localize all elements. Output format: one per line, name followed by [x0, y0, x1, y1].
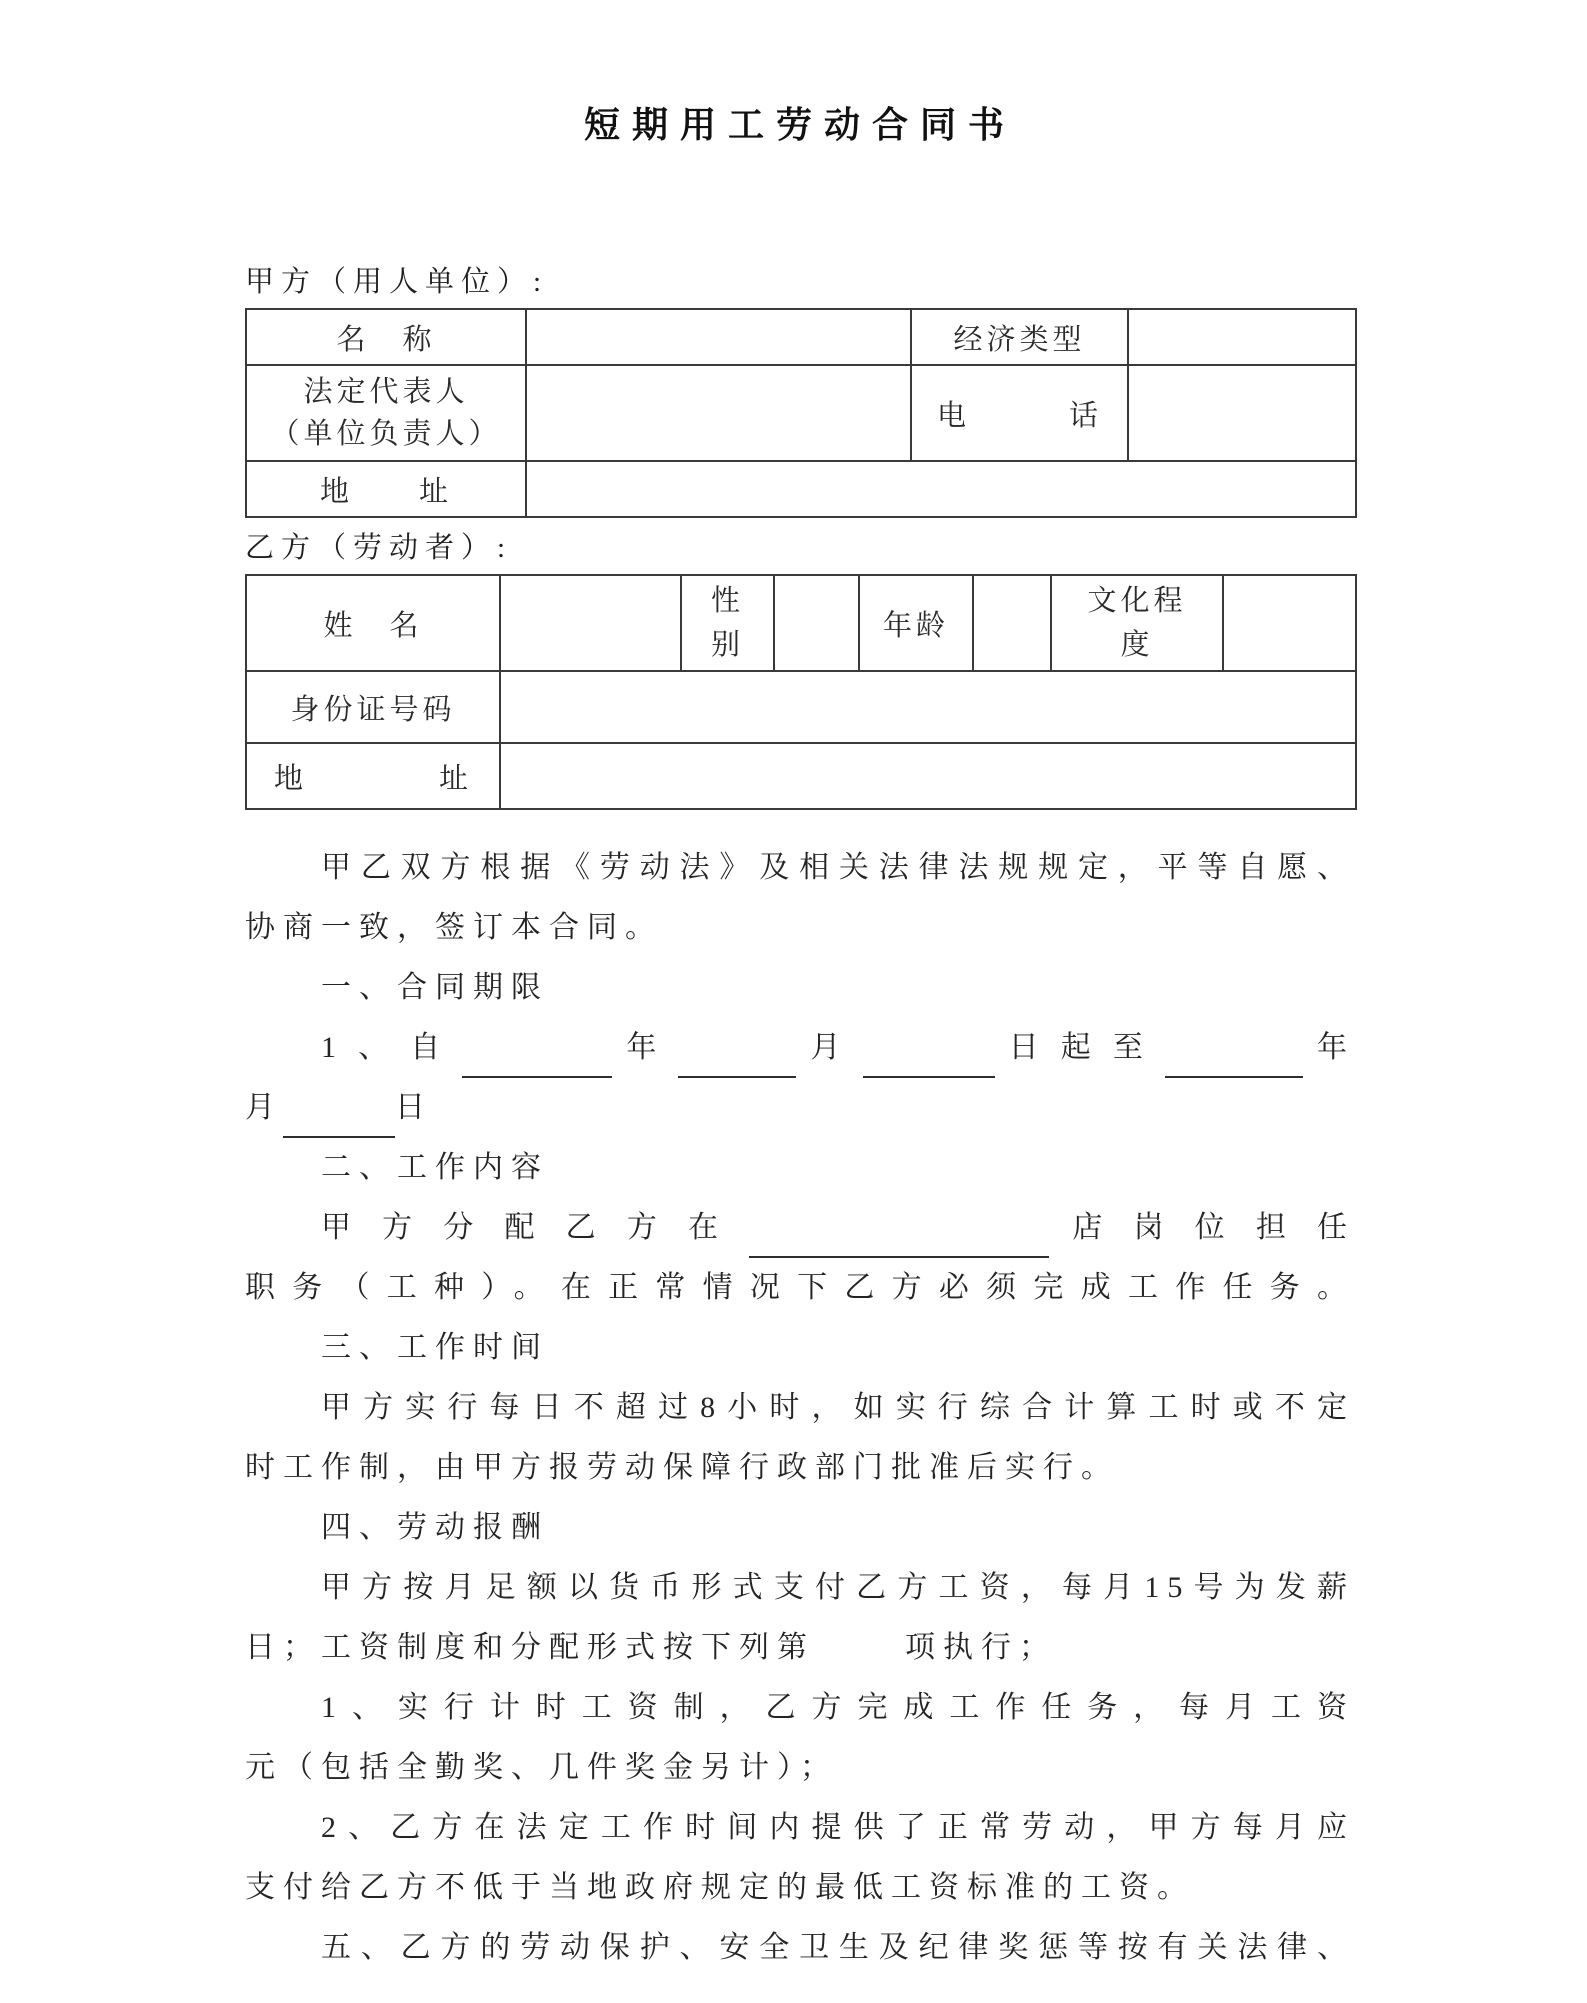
fill-in-blank[interactable] [283, 1106, 395, 1138]
fill-in-blank[interactable] [749, 1226, 1049, 1258]
body-line-text: 日起至 [994, 1031, 1165, 1064]
party-b-education-label: 文化程度 [1087, 585, 1187, 661]
party-a-address-value-cell[interactable] [526, 461, 1356, 517]
body-line [245, 1378, 1355, 1438]
party-a-phone-label: 电 话 [936, 399, 1102, 432]
party-b-education-value-cell[interactable] [1223, 575, 1356, 671]
body-line [245, 898, 1355, 958]
inline-gap [815, 1627, 905, 1657]
party-a-economic-type-label-cell [911, 309, 1128, 365]
body-line [245, 958, 1355, 1018]
body-line [245, 1078, 1355, 1138]
party-b-name-value-cell[interactable] [500, 575, 681, 671]
body-line [245, 1138, 1355, 1198]
party-a-legal-rep-label-cell [246, 365, 526, 461]
party-b-label: 乙方（劳动者）: [245, 532, 513, 564]
body-line-text: 甲方按月足额以货币形式支付乙方工资，每月15号为发薪 [321, 1571, 1355, 1604]
party-b-id-label-cell [246, 671, 500, 743]
body-line [245, 1438, 1355, 1498]
party-a-name-label: 名 称 [336, 323, 436, 356]
party-a-name-label-cell [246, 309, 526, 365]
party-b-gender-label: 性别 [710, 585, 744, 661]
fill-in-blank[interactable] [1165, 1046, 1303, 1078]
party-b-education-label-cell [1051, 575, 1223, 671]
body-line-text: 五、乙方的劳动保护、安全卫生及纪律奖惩等按有关法律、 [321, 1931, 1355, 1964]
party-b-gender-value-cell[interactable] [774, 575, 859, 671]
body-line [245, 1858, 1355, 1918]
party-b-id-label: 身份证号码 [290, 693, 456, 726]
body-line [245, 1498, 1355, 1558]
party-b-address-label: 地 址 [273, 762, 472, 795]
body-line [245, 1558, 1355, 1618]
body-line-text: 年 [1302, 1031, 1356, 1064]
body-line [245, 1738, 1355, 1798]
body-line [245, 838, 1355, 898]
body-line-text: 店岗位担任 [1049, 1211, 1356, 1244]
party-b-address-label-cell [246, 743, 500, 809]
body-line-text: 支付给乙方不低于当地政府规定的最低工资标准的工资。 [245, 1871, 1195, 1904]
party-b-gender-label-cell [681, 575, 774, 671]
body-line-text: 二、工作内容 [321, 1151, 549, 1184]
party-b-age-value-cell[interactable] [973, 575, 1051, 671]
party-a-legal-rep-value-cell[interactable] [526, 365, 911, 461]
body-line-text: 职务（工种）。在正常情况下乙方必须完成工作任务。 [245, 1271, 1355, 1304]
party-b-id-value-cell[interactable] [500, 671, 1356, 743]
party-b-table [245, 574, 1357, 810]
party-a-address-label: 地 址 [319, 475, 452, 508]
body-line-text: 项执行； [905, 1631, 1057, 1664]
body-line-text: 月 [245, 1091, 283, 1124]
party-a-economic-type-value-cell[interactable] [1128, 309, 1356, 365]
body-line-text: 甲方实行每日不超过8小时，如实行综合计算工时或不定 [321, 1391, 1355, 1424]
body-line-text: 甲乙双方根据《劳动法》及相关法律法规规定，平等自愿、 [321, 851, 1355, 884]
body-line-text: 四、劳动报酬 [321, 1511, 549, 1544]
body-line [245, 1258, 1355, 1318]
party-a-economic-type-label: 经济类型 [953, 323, 1086, 356]
body-line [245, 1678, 1355, 1738]
spacer [245, 518, 1355, 528]
contract-body [245, 838, 1355, 1978]
fill-in-blank[interactable] [462, 1046, 612, 1078]
body-line [245, 1318, 1355, 1378]
body-line-text: 三、工作时间 [321, 1331, 549, 1364]
party-b-name-label: 姓 名 [323, 609, 423, 642]
party-a-legal-rep-label-line2: （单位负责人） [270, 418, 502, 450]
body-line-text: 元（包括全勤奖、几件奖金另计）； [245, 1751, 838, 1784]
party-a-legal-rep-label-line1: 法定代表人 [303, 376, 469, 408]
body-line-text: 协商一致，签订本合同。 [245, 911, 663, 944]
fill-in-blank[interactable] [863, 1046, 995, 1078]
body-line-text: 甲方分配乙方在 [321, 1211, 750, 1244]
party-a-name-value-cell[interactable] [526, 309, 911, 365]
party-a-label: 甲方（用人单位）: [245, 266, 549, 298]
body-line-text: 1、自 [321, 1031, 463, 1064]
party-b-age-label-cell [859, 575, 973, 671]
party-b-age-label: 年龄 [882, 609, 949, 642]
fill-in-blank[interactable] [678, 1046, 796, 1078]
party-a-phone-value-cell[interactable] [1128, 365, 1356, 461]
party-b-address-value-cell[interactable] [500, 743, 1356, 809]
party-a-table [245, 308, 1357, 518]
body-line-text: 月 [796, 1031, 863, 1064]
body-line [245, 1918, 1355, 1978]
body-line-text: 年 [612, 1031, 679, 1064]
body-line [245, 1018, 1355, 1078]
body-line-text: 2、乙方在法定工作时间内提供了正常劳动，甲方每月应 [321, 1811, 1355, 1844]
party-b-name-label-cell [246, 575, 500, 671]
body-line [245, 1618, 1355, 1678]
body-line-text: 1、实行计时工资制，乙方完成工作任务，每月工资 [321, 1691, 1355, 1724]
body-line-text: 日 [395, 1091, 433, 1124]
body-line [245, 1798, 1355, 1858]
body-line [245, 1198, 1355, 1258]
body-line-text: 日；工资制度和分配形式按下列第 [245, 1631, 815, 1664]
body-line-text: 一、合同期限 [321, 971, 549, 1004]
party-a-phone-label-cell [911, 365, 1128, 461]
document-title: 短期用工劳动合同书 [583, 105, 1016, 145]
party-a-address-label-cell [246, 461, 526, 517]
body-line-text: 时工作制，由甲方报劳动保障行政部门批准后实行。 [245, 1451, 1119, 1484]
